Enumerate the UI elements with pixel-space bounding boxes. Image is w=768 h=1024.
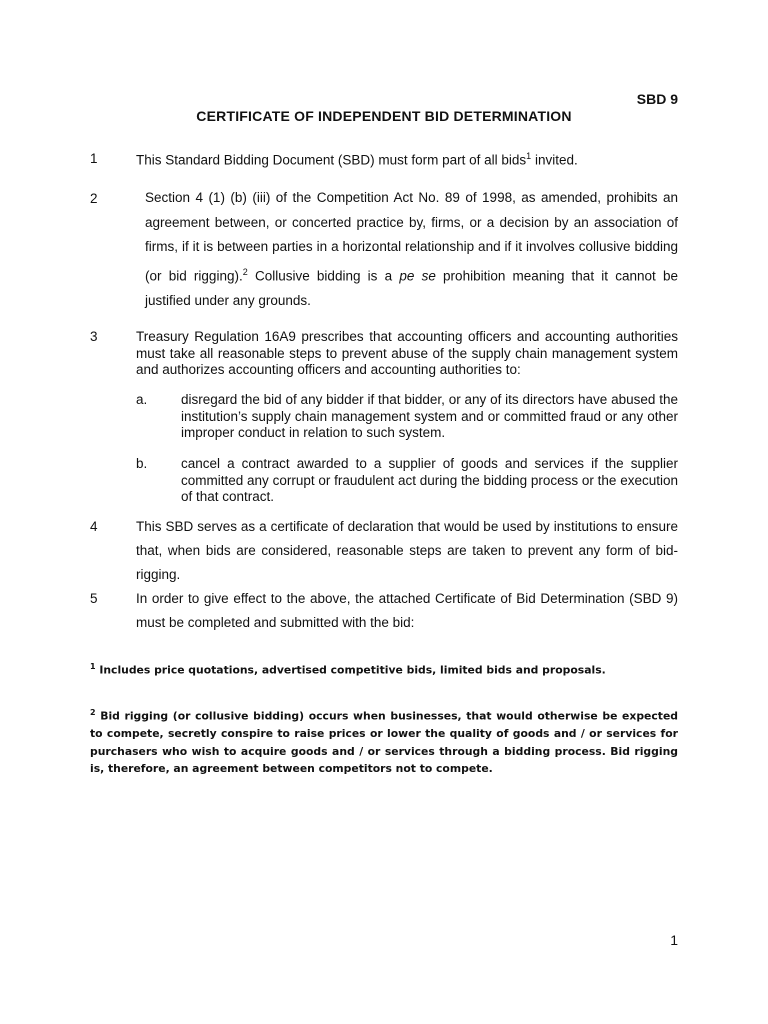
footnote-mark-2: 2: [90, 708, 96, 717]
paragraph-2-italic: pe se: [399, 268, 436, 283]
paragraph-number-2: 2: [90, 191, 98, 206]
paragraph-2: [145, 186, 678, 313]
paragraph-number-4: 4: [90, 519, 98, 534]
paragraph-2-text-mid: Collusive bidding is a: [247, 268, 400, 283]
paragraph-2-text-end: prohibition meaning that it cannot be justified under any grounds.: [145, 268, 678, 308]
paragraph-1: [136, 151, 678, 168]
sub-item-label-b: b.: [136, 456, 148, 471]
sub-item-b: cancel a contract awarded to a supplier of goods and services if the supplier committed any corrupt or fraudulent act during the bidding process or the execution of that contract.: [181, 456, 678, 504]
footnote-1-text: Includes price quotations, advertised competitive bids, limited bids and proposals.: [95, 663, 606, 677]
paragraph-1-text: This Standard Bidding Document (SBD) must form part of all bids: [136, 152, 527, 168]
footnote-mark-1: 1: [90, 662, 96, 671]
paragraph-4: This SBD serves as a certificate of declaration that would be used by institutions to ensure that, when bids are considered, reasonable steps are taken to prevent any form of bid-rigging.: [136, 519, 678, 582]
footnote-ref-2: 2: [242, 266, 248, 277]
sub-item-a: disregard the bid of any bidder if that bidder, or any of its directors have abused the institution’s supply chain management system and or committed fraud or any other improper conduct in relation to such system.: [181, 392, 678, 440]
footnote-1: [90, 662, 678, 677]
paragraph-number-5: 5: [90, 591, 98, 606]
page-number: 1: [670, 932, 678, 948]
paragraph-3: Treasury Regulation 16A9 prescribes that accounting officers and accounting authorities must take all reasonable steps to prevent abuse of the supply chain management system and authorizes accounting officers and accounting authorities to:: [136, 329, 678, 377]
page-title: CERTIFICATE OF INDEPENDENT BID DETERMINATION: [196, 108, 572, 124]
paragraph-number-3: 3: [90, 329, 98, 344]
footnote-2-text: Bid rigging (or collusive bidding) occurs when businesses, that would otherwise be expected to compete, secretly conspire to raise prices or lower the quality of goods and / or services for purchasers who wish to acquire goods and / or services through a bidding process. Bid rigging is, therefore, an agreement between competitors not to compete.: [90, 709, 678, 776]
footnote-2: [90, 704, 678, 778]
paragraph-5: In order to give effect to the above, the attached Certificate of Bid Determination (SBD 9) must be completed and submitted with the bid:: [136, 591, 678, 630]
footnote-ref-1: 1: [526, 151, 532, 161]
sub-item-label-a: a.: [136, 392, 148, 407]
document-code: SBD 9: [636, 91, 678, 107]
paragraph-number-1: 1: [90, 151, 98, 166]
paragraph-2-text: Section 4 (1) (b) (iii) of the Competition Act No. 89 of 1998, as amended, prohibits an agreement between, or concerted practice by, firms, or a decision by an association of firms, if it is between parties in a horizontal relationship and if it involves collusive bidding (or bid rigging).: [145, 190, 678, 283]
paragraph-1-text-end: invited.: [531, 152, 578, 168]
